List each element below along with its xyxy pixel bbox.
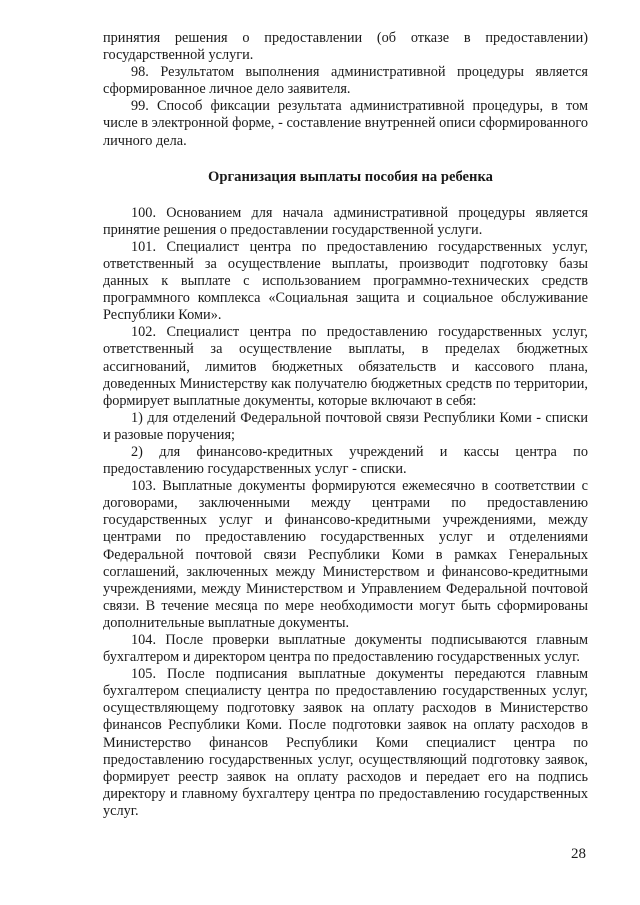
page-number: 28 bbox=[571, 846, 586, 862]
paragraph-105: 105. После подписания выплатные документы передаются главным бухгалтером специалисту центра по предоставлению государственных услуг, осуществляющему подготовку заявок на оплату расходов в Министерство финансов Республики Коми. После подготовки заявок на оплату расходов в Министерство финансов Республики Коми специалист центра по предоставлению государственных услуг, осуществляющий подготовку заявок, формирует реестр заявок на оплату расходов и передает его на подпись директору и главному бухгалтеру центра по предоставлению государственных услуг. bbox=[103, 666, 588, 819]
paragraph-104: 104. После проверки выплатные документы подписываются главным бухгалтером и директором центра по предоставлению государственных услуг. bbox=[103, 632, 588, 666]
paragraph-98: 98. Результатом выполнения административной процедуры является сформированное личное дело заявителя. bbox=[103, 64, 588, 98]
paragraph-continuation: принятия решения о предоставлении (об отказе в предоставлении) государственной услуги. bbox=[103, 30, 588, 64]
section-heading: Организация выплаты пособия на ребенка bbox=[208, 168, 493, 185]
paragraph-102: 102. Специалист центра по предоставлению государственных услуг, ответственный за осуществление выплаты, в пределах бюджетных ассигнований, лимитов бюджетных обязательств и кассового плана, доведенных Министерству как получателю бюджетных средств по территории, формирует выплатные документы, которые включают в себя: bbox=[103, 324, 588, 409]
paragraph-99: 99. Способ фиксации результата административной процедуры, в том числе в электронной форме, - составление внутренней описи сформированного личного дела. bbox=[103, 98, 588, 149]
paragraph-103: 103. Выплатные документы формируются ежемесячно в соответствии с договорами, заключенными между центрами по предоставлению государственных услуг и финансово-кредитными учреждениями, между центрами по предоставлению государственных услуг и отделениями Федеральной почтовой связи Республики Коми в рамках Генеральных соглашений, заключенных между Министерством и финансово-кредитными учреждениями, между Министерством и Управлением Федеральной почтовой связи. В течение месяца по мере необходимости могут быть сформированы дополнительные выплатные документы. bbox=[103, 478, 588, 631]
paragraph-102-item-1: 1) для отделений Федеральной почтовой связи Республики Коми - списки и разовые поручения; bbox=[103, 409, 588, 443]
paragraph-101: 101. Специалист центра по предоставлению государственных услуг, ответственный за осуществление выплаты, производит подготовку базы данных к выплате с использованием программно-технических средств программного комплекса «Социальная защита и социальное обслуживание Республики Коми». bbox=[103, 238, 588, 324]
paragraph-100: 100. Основанием для начала административной процедуры является принятие решения о предоставлении государственной услуги. bbox=[103, 204, 588, 238]
paragraph-102-item-2: 2) для финансово-кредитных учреждений и кассы центра по предоставлению государственных услуг - списки. bbox=[103, 443, 588, 478]
